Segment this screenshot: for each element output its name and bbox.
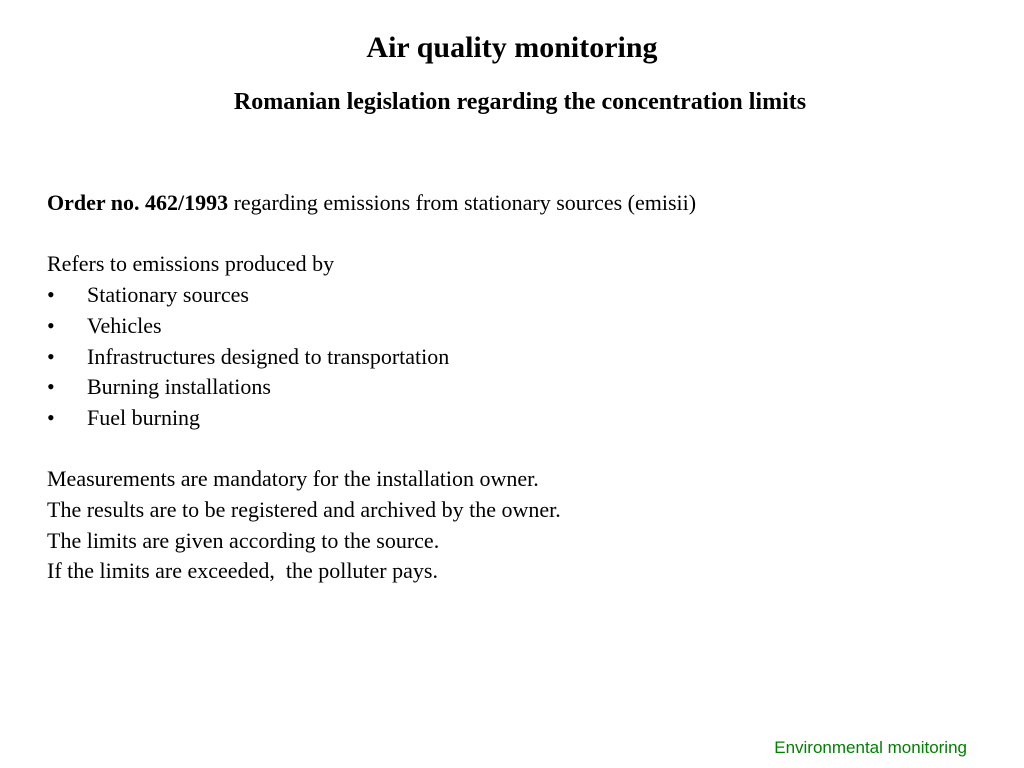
slide-title: Air quality monitoring (366, 31, 658, 64)
order-number: Order no. 462/1993 (47, 190, 229, 215)
statement-line: If the limits are exceeded, the polluter pays. (47, 558, 438, 584)
list-item-label: Infrastructures designed to transportation (87, 343, 450, 369)
list-item-label: Stationary sources (87, 282, 249, 308)
list-item-label: Burning installations (87, 374, 271, 400)
list-item (47, 403, 947, 434)
bullet-icon: • (47, 404, 55, 430)
list-item-label: Fuel burning (87, 404, 201, 430)
bullet-icon: • (47, 374, 55, 400)
order-line (47, 188, 947, 219)
footer-label: Environmental monitoring (774, 738, 967, 757)
spacer (47, 219, 947, 250)
bullet-icon: • (47, 343, 55, 369)
list-item (47, 280, 947, 311)
list-item (47, 372, 947, 403)
emission-sources-list (47, 280, 947, 434)
statement-line: The limits are given according to the source. (47, 527, 440, 553)
list-item (47, 311, 947, 342)
refers-intro: Refers to emissions produced by (47, 251, 335, 277)
spacer (47, 434, 947, 465)
statement-line: Measurements are mandatory for the installation owner. (47, 466, 539, 492)
bullet-icon: • (47, 282, 55, 308)
statement-line: The results are to be registered and archived by the owner. (47, 497, 561, 522)
slide-body (47, 188, 947, 587)
list-item-label: Vehicles (87, 312, 162, 338)
bullet-icon: • (47, 312, 55, 338)
order-description: regarding emissions from stationary sources (emisii) (228, 190, 697, 215)
slide-subtitle: Romanian legislation regarding the concentration limits (233, 89, 807, 115)
list-item (47, 342, 947, 373)
